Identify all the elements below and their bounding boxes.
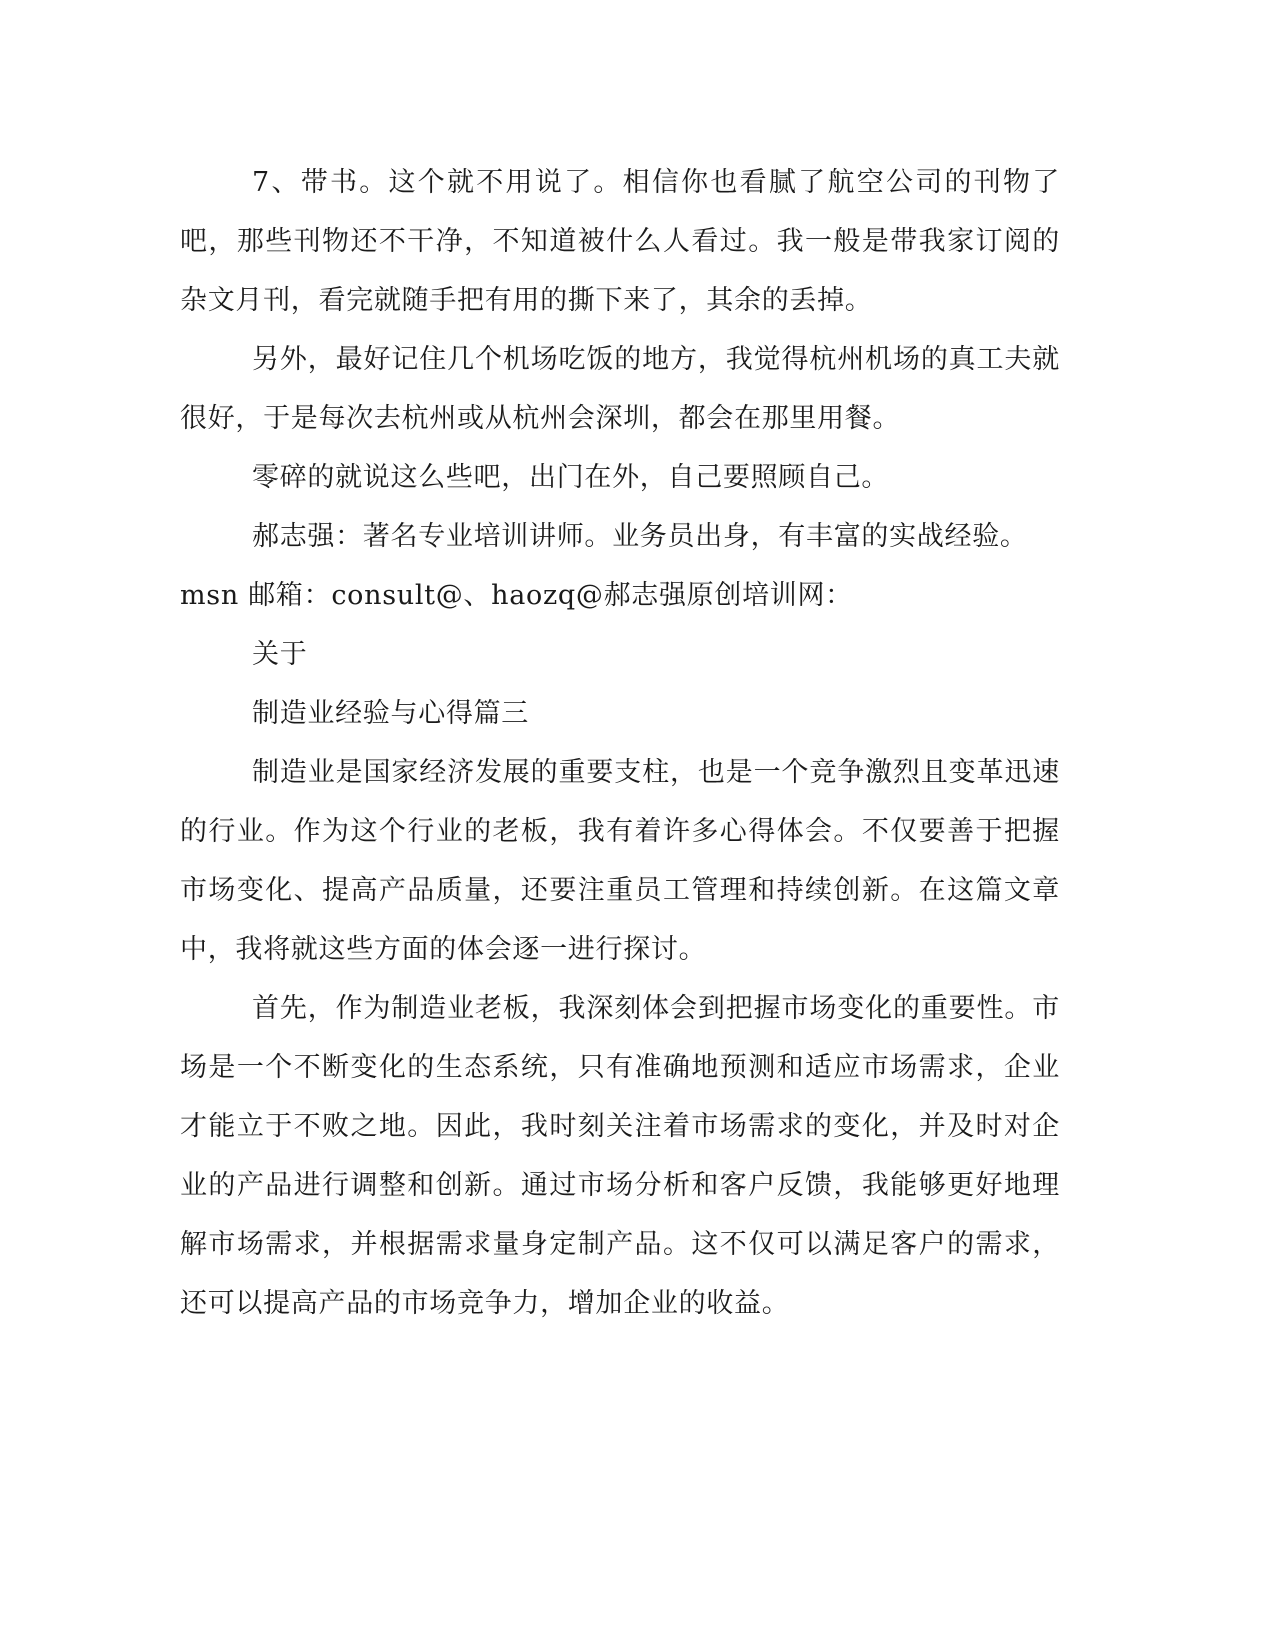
section-heading: 制造业经验与心得篇三 [252, 698, 529, 729]
paragraph-manufacturing-intro: 制造业是国家经济发展的重要支柱，也是一个竞争激烈且变革迅速的行业。作为这个行业的老板，我有着许多心得体会。不仅要善于把握市场变化、提高产品质量，还要注重员工管理和持续创新。在这篇文章中，我将就这些方面的体会逐一进行探讨。 [180, 757, 1060, 965]
paragraph-take-care: 零碎的就说这么些吧，出门在外，自己要照顾自己。 [252, 462, 890, 493]
paragraph-author-bio: 郝志强：著名专业培训讲师。业务员出身，有丰富的实战经验。 [252, 521, 1028, 552]
paragraph-contact: msn 邮箱：consult@、haozq@郝志强原创培训网： [180, 580, 853, 611]
paragraph-airport-dining: 另外，最好记住几个机场吃饭的地方，我觉得杭州机场的真工夫就很好，于是每次去杭州或从杭州会深圳，都会在那里用餐。 [180, 344, 1060, 434]
document-body [180, 153, 1060, 1333]
paragraph-market-change: 首先，作为制造业老板，我深刻体会到把握市场变化的重要性。市场是一个不断变化的生态系统，只有准确地预测和适应市场需求，企业才能立于不败之地。因此，我时刻关注着市场需求的变化，并及时对企业的产品进行调整和创新。通过市场分析和客户反馈，我能够更好地理解市场需求，并根据需求量身定制产品。这不仅可以满足客户的需求，还可以提高产品的市场竞争力，增加企业的收益。 [180, 993, 1060, 1319]
paragraph-about: 关于 [252, 639, 308, 670]
paragraph-bring-books: 7、带书。这个就不用说了。相信你也看腻了航空公司的刊物了吧，那些刊物还不干净，不知道被什么人看过。我一般是带我家订阅的杂文月刊，看完就随手把有用的撕下来了，其余的丢掉。 [180, 167, 1060, 316]
